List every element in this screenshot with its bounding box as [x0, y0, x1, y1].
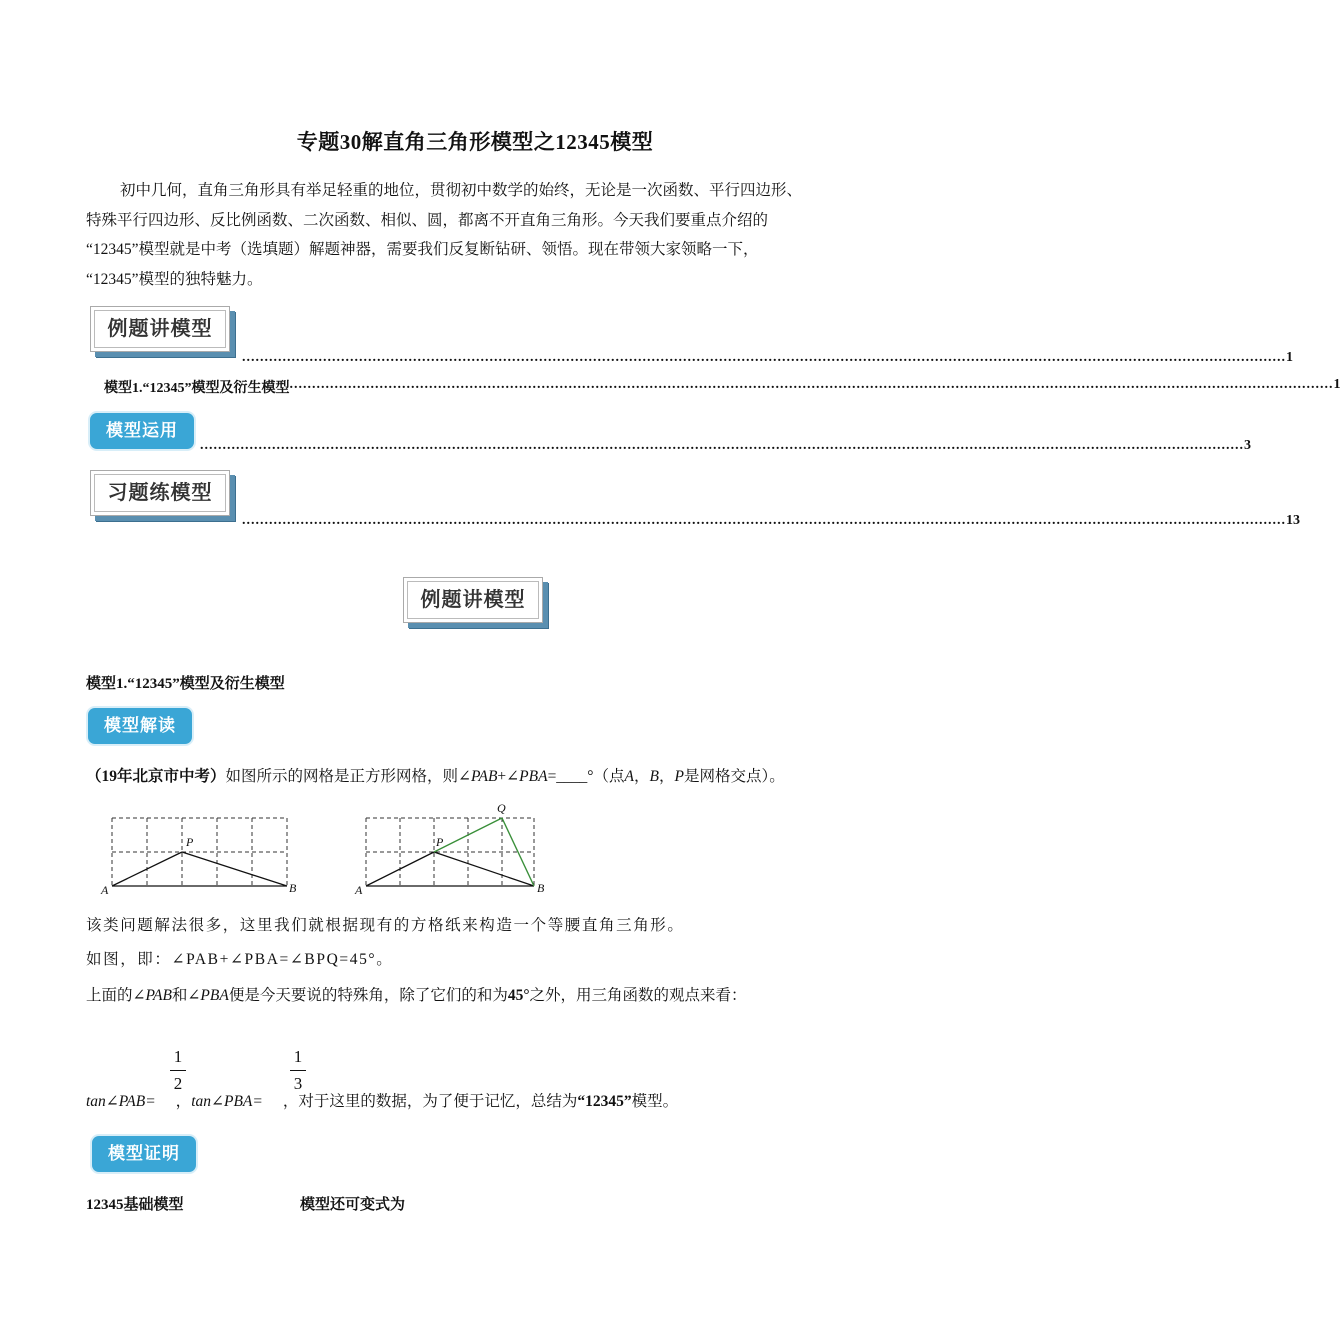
model-name: “12345” — [577, 1093, 632, 1110]
toc-practice-heading[interactable] — [90, 470, 230, 516]
triangle-bpq — [434, 818, 534, 886]
intro-paragraph — [86, 176, 876, 294]
label-a: A — [101, 883, 109, 897]
toc-entry-practice[interactable] — [242, 513, 1300, 529]
problem-text: ， — [658, 768, 675, 785]
fraction-denominator: 3 — [293, 1074, 303, 1093]
toc-practice-heading-label: 习题练模型 — [107, 480, 213, 504]
toc-apply-heading[interactable]: 模型运用 — [90, 413, 194, 449]
section-heading-label: 例题讲模型 — [420, 587, 526, 611]
fraction-one-half — [170, 1047, 186, 1094]
angle-45: 45° — [507, 987, 530, 1004]
problem-text: ， — [633, 768, 650, 785]
explanation-line-1: 该类问题解法很多，这里我们就根据现有的方格纸来构造一个等腰直角三角形。 — [86, 917, 685, 934]
problem-statement — [86, 766, 785, 788]
fraction-bar — [170, 1070, 186, 1071]
problem-source: （19年北京市中考） — [86, 768, 226, 785]
angle-pba: PBA — [519, 768, 548, 785]
toc-page-number: 1 — [1333, 377, 1341, 392]
model-reading-pill: 模型解读 — [88, 708, 192, 744]
tan-pba: tan∠PBA= — [191, 1093, 263, 1110]
tan-text: 模型。 — [631, 1093, 679, 1110]
dashed-grid — [112, 818, 287, 886]
intro-line-4: “12345”模型的独特魅力。 — [86, 270, 263, 288]
intro-line-2: 特殊平行四边形、反比例函数、二次函数、相似、圆，都离不开直角三角形。今天我们要重点介绍的 — [86, 211, 769, 229]
tan-text: ，对于这里的数据，为了便于记忆，总结为 — [282, 1093, 578, 1110]
comma: ， — [175, 1093, 192, 1110]
label-p: P — [436, 835, 444, 849]
problem-text: +∠ — [497, 768, 520, 785]
tan-pab: tan∠PAB= — [86, 1093, 156, 1110]
grid-figure-1 — [98, 812, 308, 898]
fraction-numerator: 1 — [173, 1047, 183, 1066]
intro-line-3: “12345”模型就是中考（选填题）解题神器，需要我们反复断钻研、领悟。现在带领大家领略一下， — [86, 241, 759, 258]
point-b: B — [649, 768, 659, 785]
page-title: 专题30解直角三角形模型之12345模型 — [296, 130, 654, 154]
toc-dots: ........................................................................................................................................................................................................................................ — [289, 377, 1334, 392]
label-b: B — [289, 881, 297, 895]
toc-dots: ........................................................................................................................................................................................................................................ — [242, 513, 1286, 528]
line-text: 上面的∠ — [86, 987, 146, 1004]
point-p: P — [674, 768, 684, 785]
toc-page-number: 1 — [1286, 350, 1293, 365]
intro-line-1: 初中几何，直角三角形具有举足轻重的地位，贯彻初中数学的始终，无论是一次函数、平行四边形、 — [120, 182, 803, 199]
label-b: B — [537, 881, 545, 895]
toc-dots: ........................................................................................................................................................................................................................................ — [200, 438, 1244, 453]
angle-pab: PAB — [145, 987, 172, 1004]
grid-figure-2 — [352, 800, 562, 898]
point-a: A — [624, 768, 634, 785]
fraction-bar — [290, 1070, 306, 1071]
problem-text: 如图所示的网格是正方形网格，则∠ — [225, 768, 472, 785]
toc-entry-model1[interactable] — [104, 377, 1341, 397]
toc-example-heading[interactable] — [90, 306, 230, 352]
line-text: 和∠ — [171, 987, 201, 1004]
toc-page-number: 13 — [1286, 513, 1300, 528]
toc-example-heading-label: 例题讲模型 — [107, 316, 213, 340]
triangle-apb — [366, 852, 534, 886]
fraction-one-third — [290, 1047, 306, 1094]
line-text: 便是今天要说的特殊角，除了它们的和为 — [228, 987, 508, 1004]
toc-entry-label: 模型1.“12345”模型及衍生模型 — [104, 381, 290, 396]
label-q: Q — [497, 801, 506, 815]
triangle-apb — [112, 852, 287, 886]
line-text: 之外，用三角函数的观点来看： — [529, 987, 747, 1004]
model-proof-pill: 模型证明 — [92, 1136, 196, 1172]
problem-text: 是网格交点）。 — [683, 768, 785, 785]
model1-title: 模型1.“12345”模型及衍生模型 — [86, 676, 285, 692]
dashed-grid — [366, 818, 534, 886]
fraction-numerator: 1 — [293, 1047, 303, 1066]
section-heading-example — [403, 577, 543, 623]
basic-model-label: 12345基础模型 — [86, 1197, 184, 1213]
explanation-line-3 — [86, 985, 747, 1007]
label-a: A — [355, 883, 363, 897]
toc-entry-apply[interactable] — [200, 438, 1251, 454]
variant-model-label: 模型还可变式为 — [300, 1197, 406, 1213]
fraction-denominator: 2 — [173, 1074, 183, 1093]
explanation-line-2: 如图，即：∠PAB+∠PBA=∠BPQ=45°。 — [86, 951, 394, 968]
problem-blank: =____°（点 — [547, 768, 625, 785]
angle-pba: PBA — [200, 987, 229, 1004]
angle-pab: PAB — [471, 768, 498, 785]
label-p: P — [186, 835, 194, 849]
toc-dots: ........................................................................................................................................................................................................................................ — [242, 350, 1286, 365]
toc-page-number: 3 — [1244, 438, 1251, 453]
tan-line — [86, 1091, 678, 1113]
toc-entry-example[interactable] — [242, 350, 1293, 366]
